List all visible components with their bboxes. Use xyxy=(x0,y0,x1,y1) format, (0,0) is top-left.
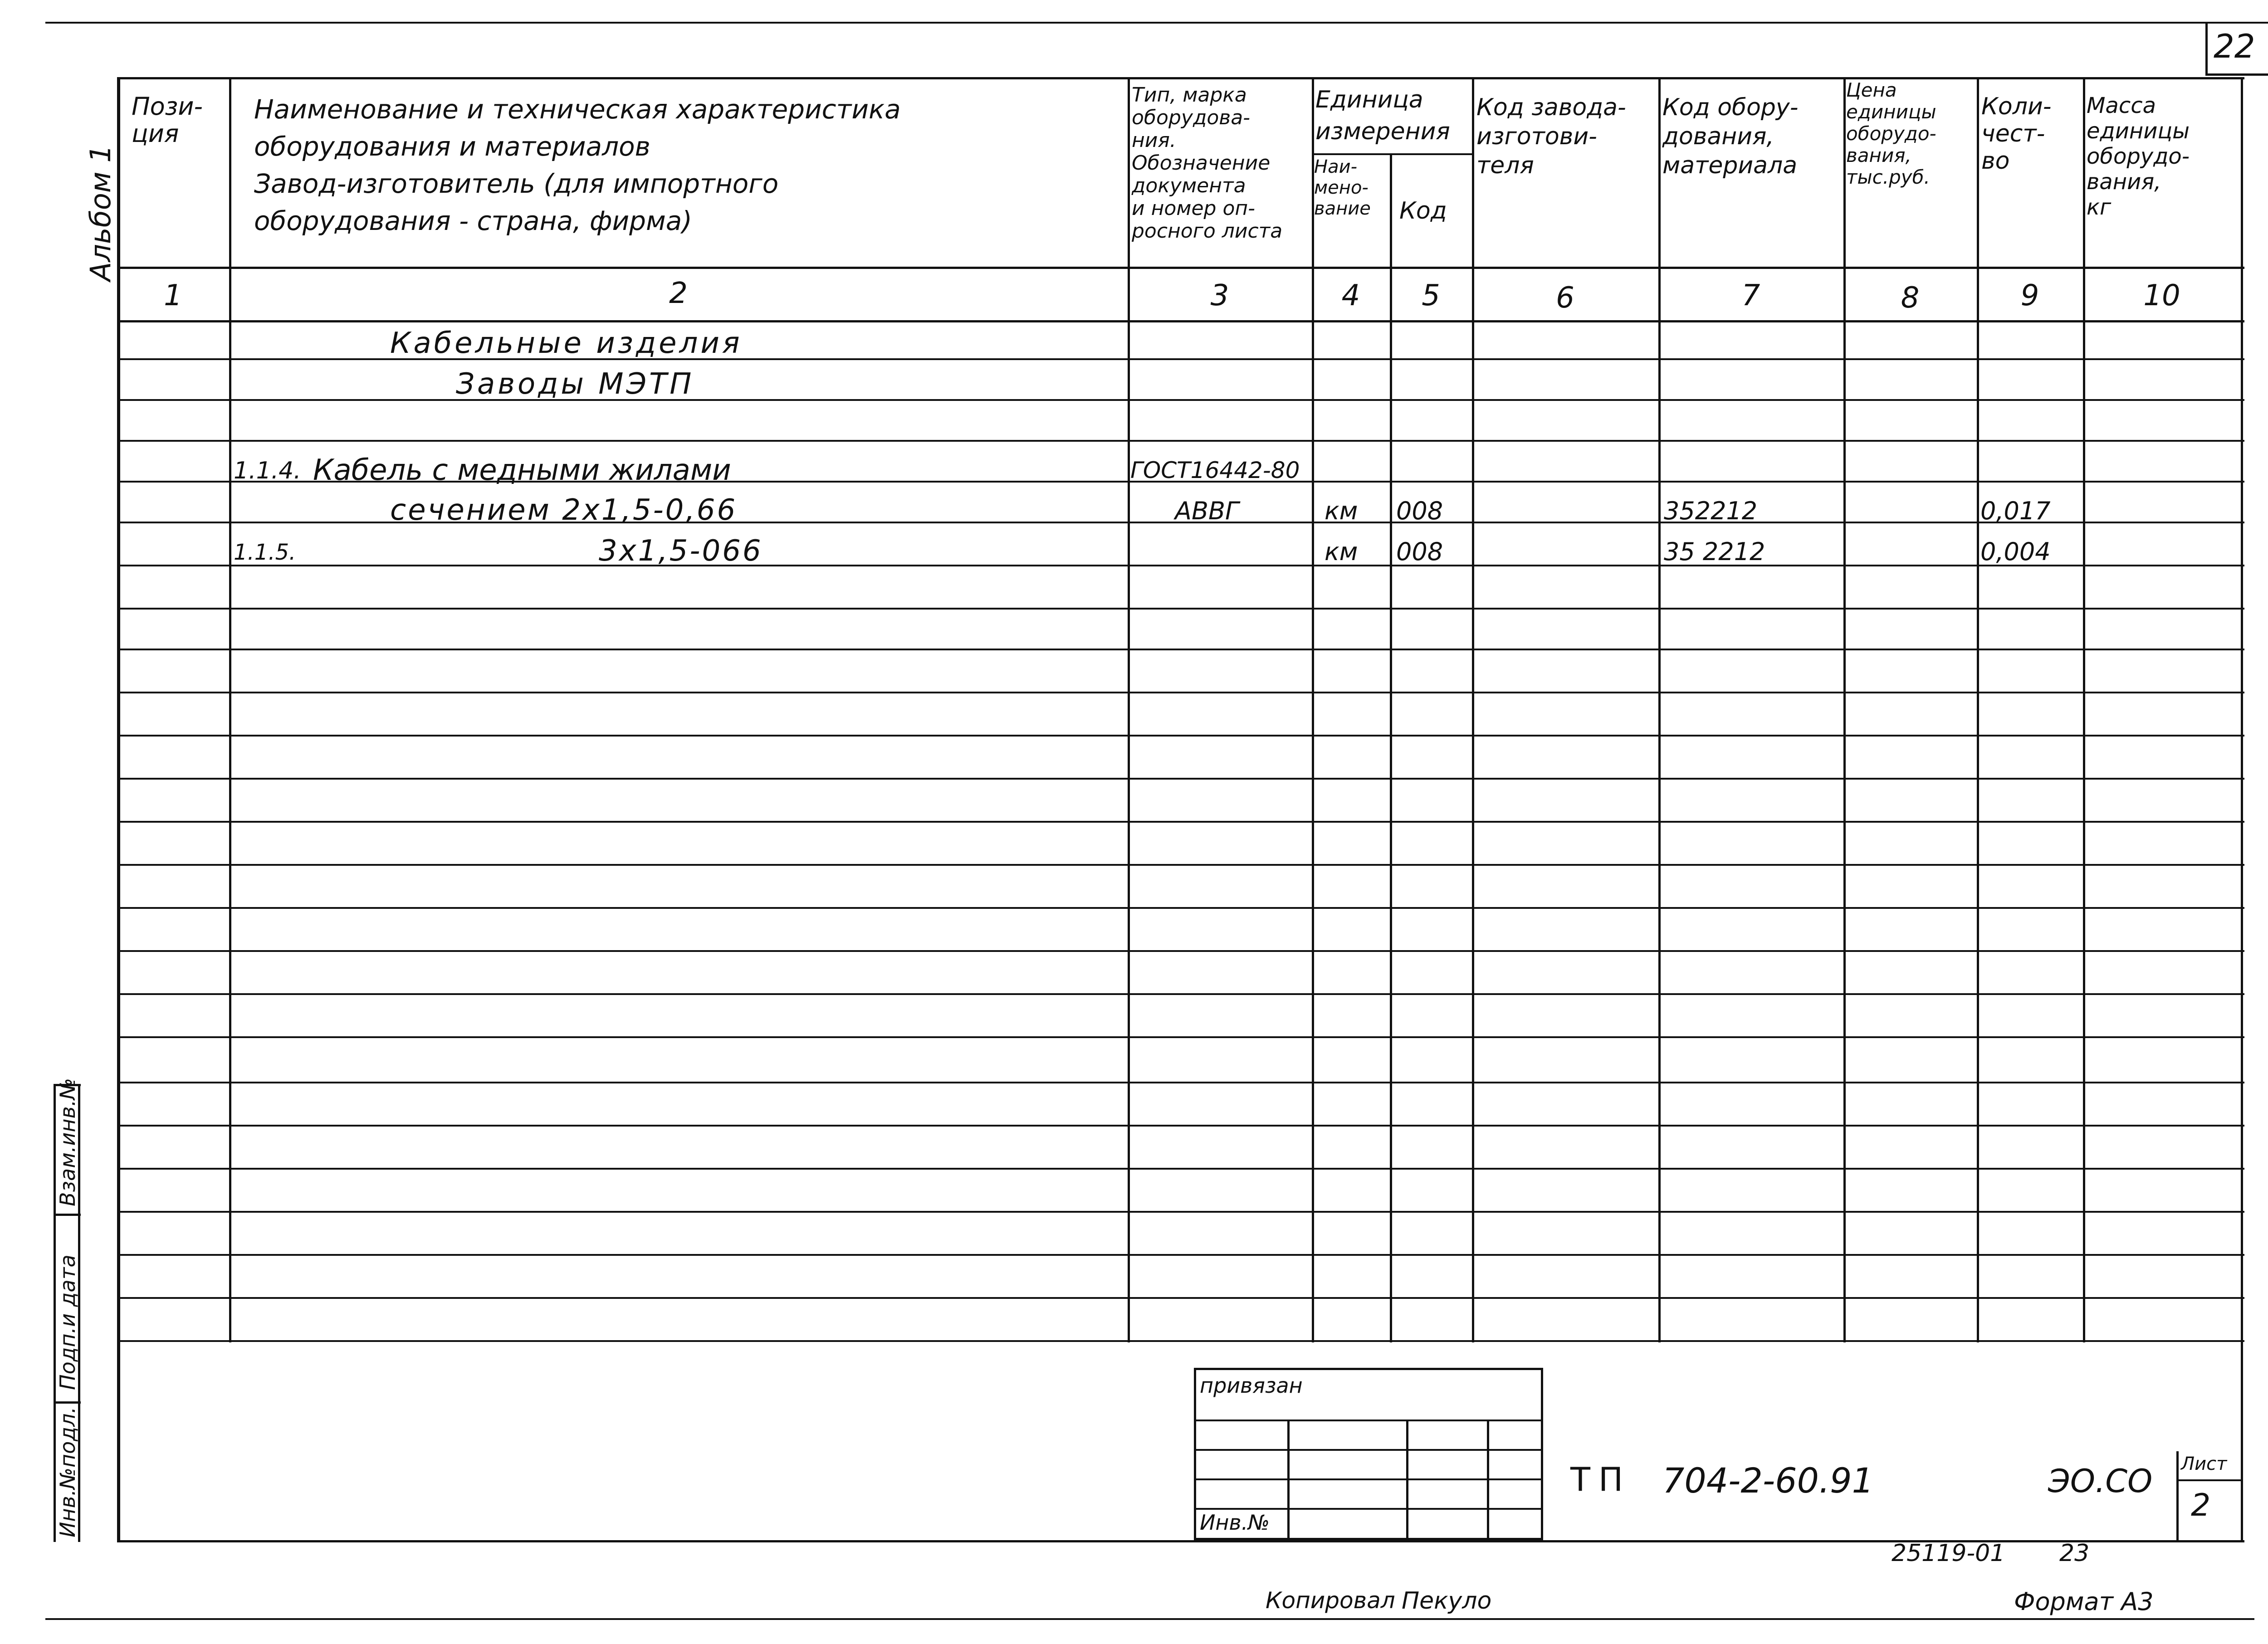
colnum-7: 7 xyxy=(1741,279,1760,312)
binding-row-1 xyxy=(1194,1420,1543,1421)
row-rule xyxy=(117,565,2244,566)
col-divider-1 xyxy=(229,77,231,1342)
col-divider-9 xyxy=(2083,77,2085,1342)
row1-name: Кабельные изделия xyxy=(390,327,743,360)
header-price-text: Цена единицы оборудо- вания, тыс.руб. xyxy=(1846,79,1936,188)
row5-equip-code: 352212 xyxy=(1664,497,1758,525)
colnum-1: 1 xyxy=(164,279,182,312)
doc-mark: ЭО.СО xyxy=(2048,1463,2153,1500)
binding-row-3 xyxy=(1194,1478,1543,1480)
header-mass-text: Масса единицы оборудо- вания, кг xyxy=(2087,93,2190,220)
copied-label: Копировал xyxy=(1266,1587,1395,1614)
header-factory-code-text: Код завода- изготови- теля xyxy=(1476,94,1626,179)
row-rule xyxy=(117,1168,2244,1170)
archive-sheet: 23 xyxy=(2059,1540,2090,1567)
row4-name: Кабель с медными жилами xyxy=(313,454,731,487)
colnum-4: 4 xyxy=(1341,279,1360,312)
row-rule xyxy=(117,1340,2244,1342)
sheet-number: 2 xyxy=(2191,1488,2211,1523)
page-number: 22 xyxy=(2214,27,2255,65)
format-label: Формат А3 xyxy=(2014,1587,2154,1616)
header-mass xyxy=(2087,93,2190,220)
row-rule xyxy=(117,864,2244,866)
row5-unit: км xyxy=(1325,497,1358,525)
row-rule xyxy=(117,1125,2244,1127)
header-unit-group-text: Единица измерения xyxy=(1315,86,1450,145)
header-position-text: Пози- ция xyxy=(132,92,203,148)
doc-number: 704-2-60.91 xyxy=(1662,1460,1874,1501)
header-equip-code xyxy=(1662,93,1798,180)
side-stamp-replaced: Взам.инв.№ xyxy=(55,1078,80,1206)
header-price xyxy=(1846,79,1936,188)
header-type-text: Тип, марка оборудова- ния. Обозначение документа и номер оп- росного листа xyxy=(1132,83,1283,243)
row6-qty: 0,004 xyxy=(1980,537,2051,566)
col-divider-5 xyxy=(1472,77,1474,1342)
colnum-8: 8 xyxy=(1901,281,1920,315)
col-divider-6 xyxy=(1658,77,1661,1342)
row-rule xyxy=(117,1297,2244,1299)
row-rule xyxy=(117,1082,2244,1083)
copied-signature: Пекуло xyxy=(1402,1587,1492,1615)
header-type xyxy=(1132,84,1282,243)
colnum-3: 3 xyxy=(1210,279,1229,312)
side-strip-sep2 xyxy=(54,1401,81,1404)
header-unit-group xyxy=(1315,84,1450,147)
sheet-label: Лист xyxy=(2181,1454,2227,1474)
row5-code: 008 xyxy=(1396,497,1443,525)
colnum-2: 2 xyxy=(669,277,688,310)
header-factory-code xyxy=(1476,93,1626,180)
col-divider-8 xyxy=(1977,77,1979,1342)
row6-position: 1.1.5. xyxy=(234,540,296,565)
row-rule xyxy=(117,1254,2244,1256)
header-unit-code-text: Код xyxy=(1399,197,1447,224)
row4-type: ГОСТ16442-80 xyxy=(1130,457,1300,483)
header-unit-code xyxy=(1399,197,1447,224)
header-bottom-border xyxy=(117,267,2244,269)
colnum-10: 10 xyxy=(2143,279,2180,312)
side-stamp-signature: Подп.и дата xyxy=(55,1254,80,1390)
colnum-5: 5 xyxy=(1422,279,1440,312)
header-name xyxy=(254,91,901,239)
row5-name: сечением 2х1,5-0,66 xyxy=(390,493,738,527)
row-rule xyxy=(117,950,2244,952)
bottom-rule xyxy=(45,1618,2254,1620)
row-rule xyxy=(117,735,2244,737)
row-rule xyxy=(117,399,2244,401)
binding-inv-label: Инв.№ xyxy=(1200,1510,1270,1535)
row-rule xyxy=(117,649,2244,650)
row6-code: 008 xyxy=(1396,537,1443,566)
row5-type: АВВГ xyxy=(1175,497,1239,525)
side-strip-sep1 xyxy=(54,1214,81,1216)
col-divider-2 xyxy=(1128,77,1130,1342)
row-rule xyxy=(117,907,2244,909)
side-label-album: Альбом 1 xyxy=(84,145,117,281)
row-rule xyxy=(117,778,2244,780)
header-equip-code-text: Код обору- дования, материала xyxy=(1662,94,1799,179)
row6-name: 3х1,5-066 xyxy=(599,534,763,568)
row-rule xyxy=(117,1211,2244,1213)
col-divider-4 xyxy=(1390,154,1392,1342)
colnum-6: 6 xyxy=(1556,281,1574,315)
side-stamp-inventory: Инв.№подл. xyxy=(55,1406,80,1537)
header-qty-text: Коли- чест- во xyxy=(1981,93,2052,175)
doc-number-prefix: ТП xyxy=(1570,1460,1632,1498)
row4-position: 1.1.4. xyxy=(234,457,301,484)
row-rule xyxy=(117,440,2244,442)
row-rule xyxy=(117,692,2244,693)
header-name-text: Наименование и техническая характеристика оборудования и материалов Завод-изготовитель (для импортного оборудования - страна, фирма) xyxy=(254,94,901,236)
unit-group-divider xyxy=(1312,153,1474,155)
binding-row-4 xyxy=(1194,1508,1543,1510)
sheet-box-divider xyxy=(2176,1479,2241,1481)
row-rule xyxy=(117,993,2244,995)
row5-qty: 0,017 xyxy=(1980,497,2051,525)
col-divider-3 xyxy=(1312,77,1314,1342)
archive-number: 25119-01 xyxy=(1892,1540,2005,1567)
binding-label: привязан xyxy=(1200,1373,1303,1398)
binding-row-2 xyxy=(1194,1449,1543,1451)
row-rule xyxy=(117,1036,2244,1038)
row6-unit: км xyxy=(1325,537,1358,566)
row-rule xyxy=(117,821,2244,823)
row6-equip-code: 35 2212 xyxy=(1664,537,1765,566)
header-position xyxy=(132,93,203,147)
top-rule xyxy=(45,22,2268,24)
row2-name: Заводы МЭТП xyxy=(456,367,694,401)
colnum-bottom-border xyxy=(117,320,2244,322)
colnum-9: 9 xyxy=(2020,279,2039,312)
table-right-border xyxy=(2241,77,2243,1542)
col-divider-7 xyxy=(1843,77,1846,1342)
header-qty xyxy=(1981,93,2052,175)
header-unit-name xyxy=(1314,156,1371,219)
header-unit-name-text: Наи- мено- вание xyxy=(1314,156,1371,219)
row-rule xyxy=(117,608,2244,610)
